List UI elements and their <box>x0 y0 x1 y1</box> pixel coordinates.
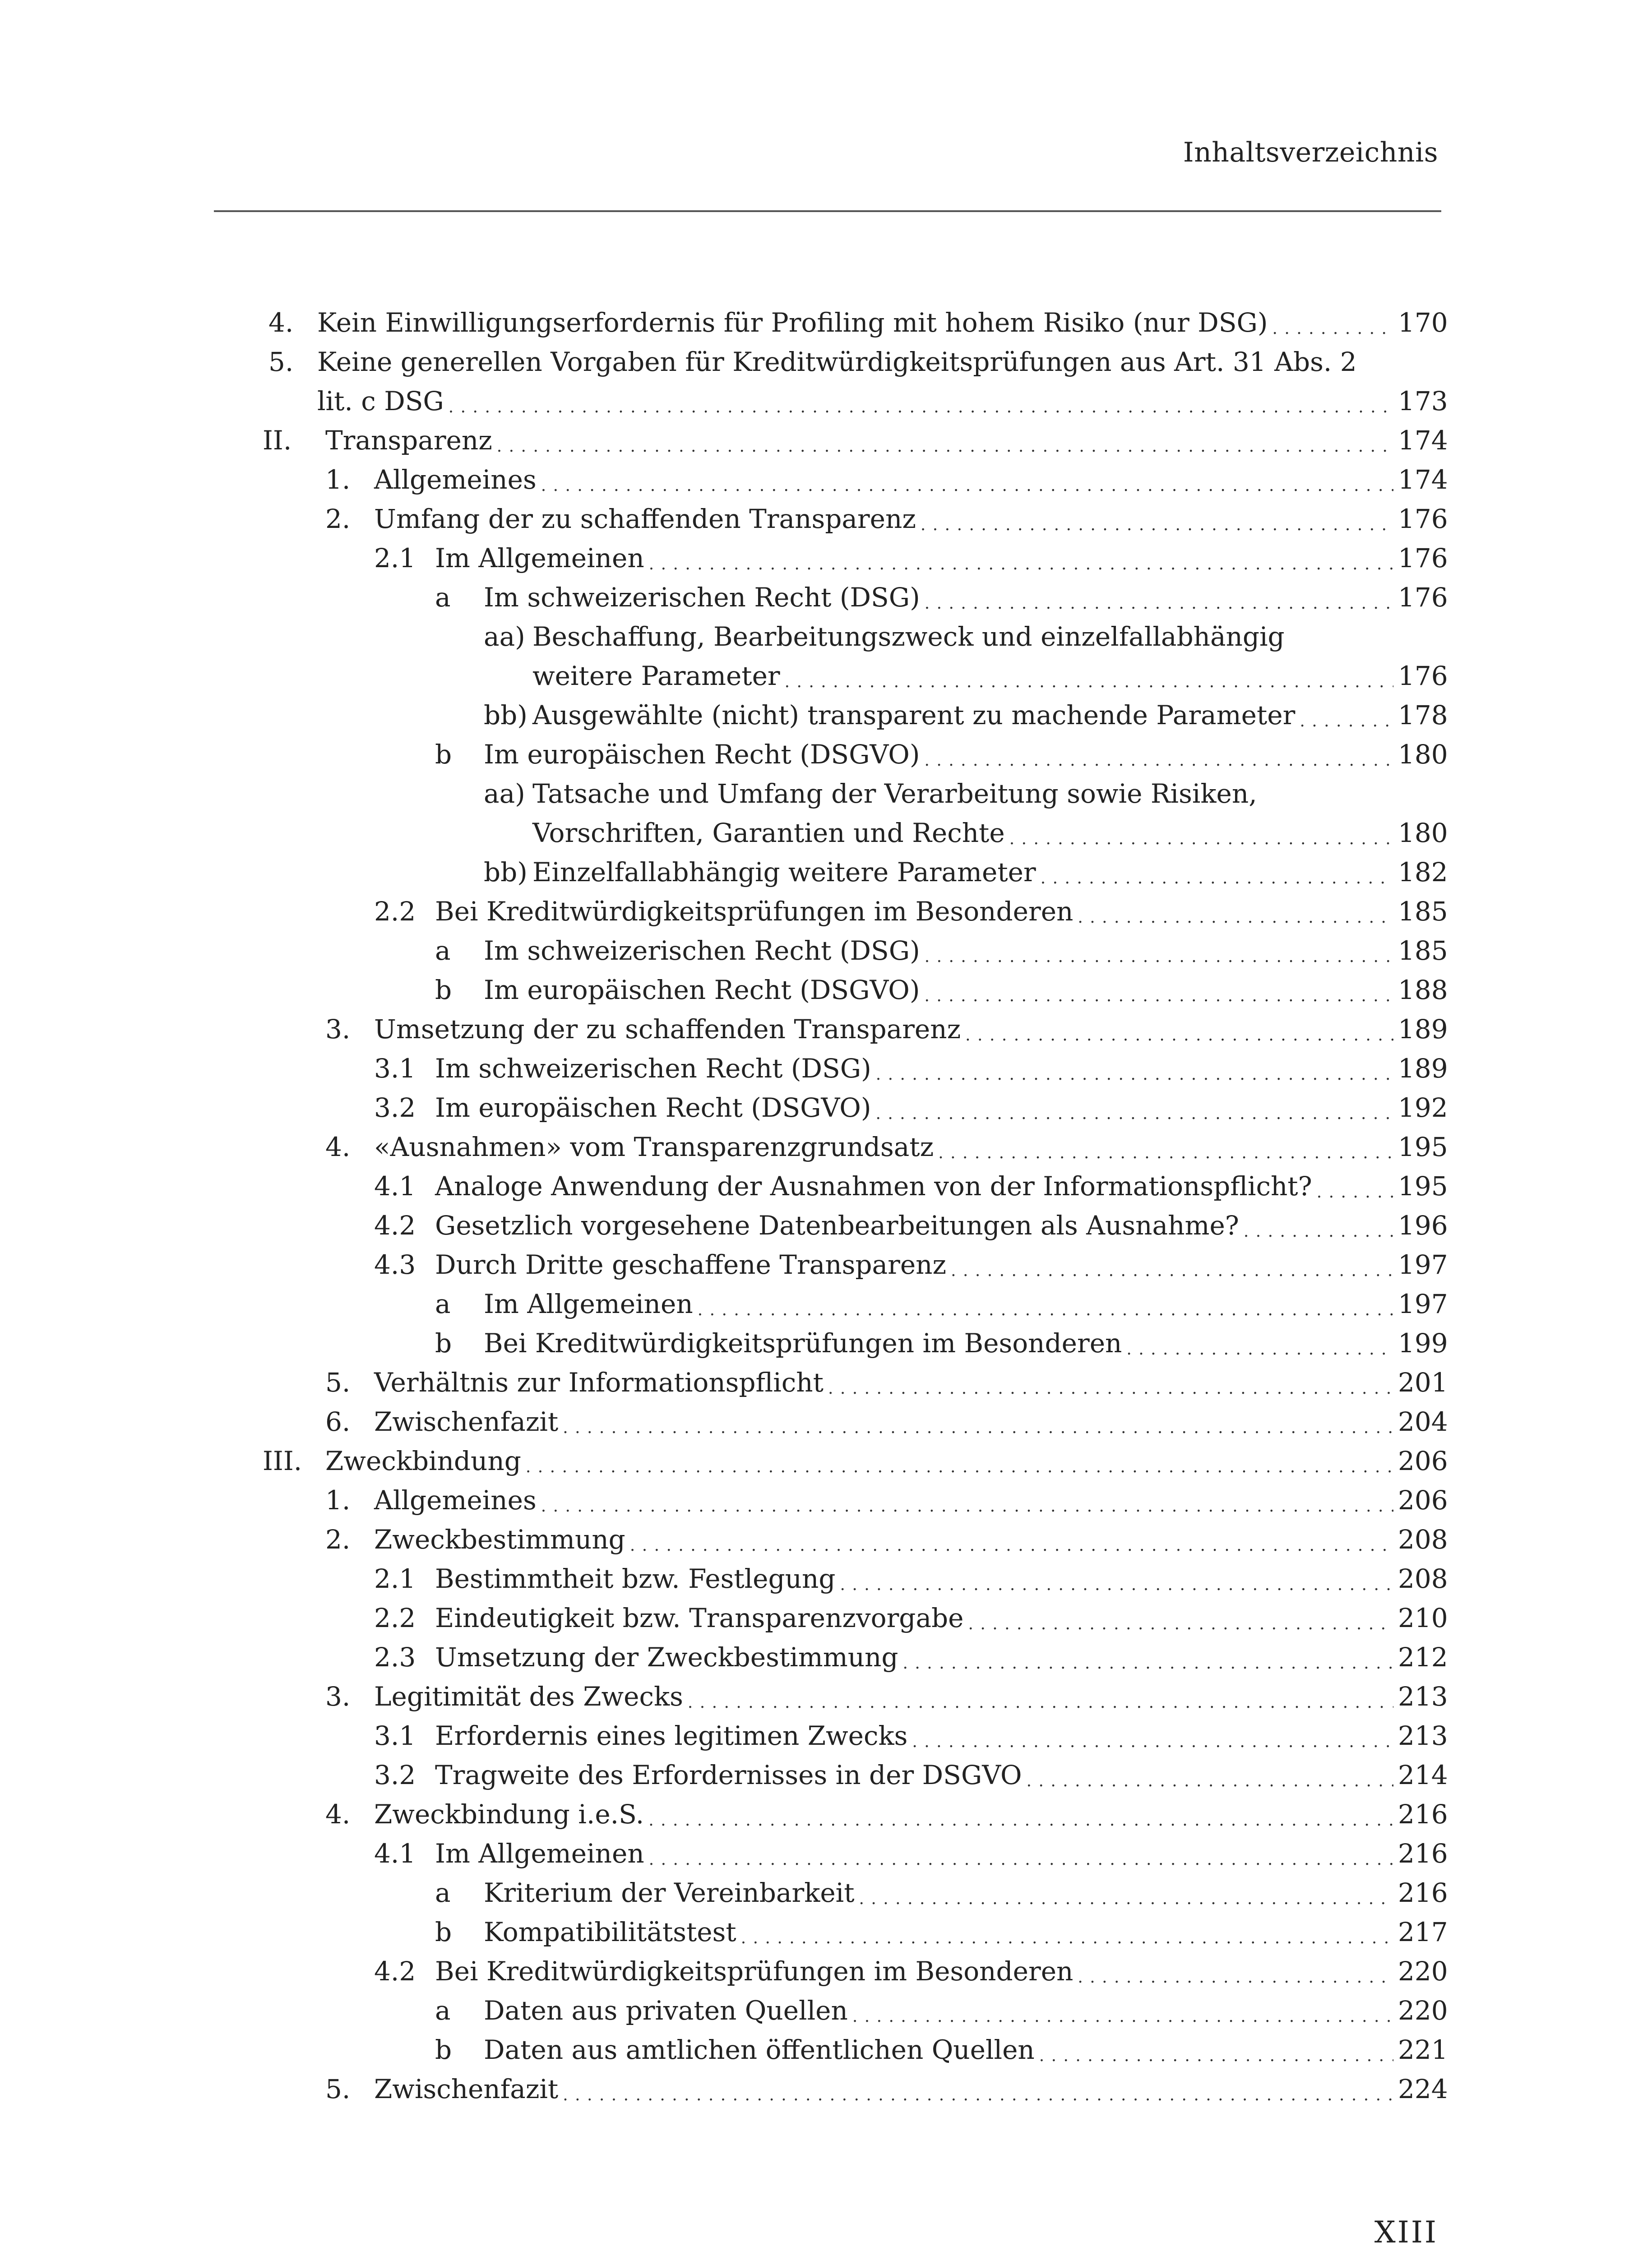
toc-entry-page: 204 <box>1398 1406 1448 1437</box>
toc-entry-number: aa) <box>484 778 525 809</box>
toc-entry <box>214 1952 1448 1991</box>
toc-entry-number: a <box>435 1995 451 2026</box>
toc-leader <box>925 590 1393 617</box>
toc-entry-title: Im Allgemeinen <box>435 1838 644 1869</box>
toc-entry <box>214 1873 1448 1913</box>
toc-entry-number: 3.1 <box>374 1053 416 1084</box>
running-header-title: Inhaltsverzeichnis <box>1183 137 1438 168</box>
toc-entry-title: Im europäischen Recht (DSGVO) <box>435 1092 871 1123</box>
toc-entry-title: Einzelfallabhängig weitere Parameter <box>532 857 1036 888</box>
toc-entry-page: 201 <box>1398 1367 1448 1398</box>
toc-entry-number: 4.2 <box>374 1210 416 1241</box>
toc-entry-page: 214 <box>1398 1760 1448 1790</box>
toc-entry-number: 5. <box>325 1367 351 1398</box>
toc-entry-number: 2. <box>325 1524 351 1555</box>
toc-leader <box>1126 1336 1393 1363</box>
toc-entry-title: «Ausnahmen» vom Transparenzgrundsatz <box>374 1132 934 1162</box>
toc-leader <box>1272 315 1393 342</box>
toc-entry-number: b <box>435 739 452 770</box>
toc-entry-number: 3.1 <box>374 1720 416 1751</box>
toc-leader <box>1244 1218 1393 1245</box>
toc-entry-title: Umsetzung der Zweckbestimmung <box>435 1642 898 1673</box>
toc-entry-page: 195 <box>1398 1171 1448 1202</box>
toc-leader <box>526 1454 1393 1481</box>
toc-entry <box>214 1716 1448 1756</box>
toc-entry <box>214 1834 1448 1873</box>
toc-leader <box>828 1375 1393 1402</box>
toc-entry <box>214 1991 1448 2030</box>
toc-entry-page: 208 <box>1398 1563 1448 1594</box>
toc-entry <box>214 499 1448 539</box>
toc-entry-title: Legitimität des Zwecks <box>374 1681 683 1712</box>
toc-entry-number: b <box>435 975 452 1005</box>
toc-entry-title: Zweckbestimmung <box>374 1524 625 1555</box>
toc-entry <box>214 1402 1448 1442</box>
toc-entry-title: Zwischenfazit <box>374 1406 559 1437</box>
toc-entry-number: 2.2 <box>374 896 416 927</box>
toc-entry-page: 170 <box>1398 307 1448 338</box>
toc-entry <box>214 1599 1448 1638</box>
toc-entry-number: 6. <box>325 1406 351 1437</box>
toc-entry-page: 206 <box>1398 1485 1448 1516</box>
toc-entry <box>214 1795 1448 1834</box>
toc-entry-number: bb) <box>484 857 528 888</box>
toc-entry <box>214 853 1448 892</box>
toc-leader <box>875 1100 1393 1128</box>
toc-entry <box>214 1756 1448 1795</box>
toc-entry-number: 2.3 <box>374 1642 416 1673</box>
toc-entry-number: 4. <box>325 1799 351 1830</box>
toc-entry-number: 3. <box>325 1681 351 1712</box>
toc-entry-title: Verhältnis zur Informationspflicht <box>374 1367 824 1398</box>
toc-entry-page: 180 <box>1398 739 1448 770</box>
toc-entry-page: 180 <box>1398 818 1448 848</box>
toc-entry-page: 220 <box>1398 1956 1448 1987</box>
toc-entry <box>214 1088 1448 1128</box>
toc-entry <box>214 1559 1448 1599</box>
toc-leader <box>741 1925 1393 1952</box>
toc-leader <box>876 1061 1393 1088</box>
toc-entry-number: 3.2 <box>374 1092 416 1123</box>
toc-leader <box>497 433 1393 460</box>
toc-leader <box>563 2082 1393 2109</box>
toc-entry-title: Im europäischen Recht (DSGVO) <box>484 739 920 770</box>
toc-entry-title: Zwischenfazit <box>374 2074 559 2104</box>
toc-entry-title: Zweckbindung i.e.S. <box>374 1799 644 1830</box>
toc-entry <box>214 2030 1448 2070</box>
toc-entry-number: 4.2 <box>374 1956 416 1987</box>
toc-entry-number: 4.1 <box>374 1171 416 1202</box>
toc-leader <box>925 943 1393 971</box>
toc-leader <box>1027 1768 1393 1795</box>
toc-entry-number: 3. <box>325 1014 351 1045</box>
toc-entry-page: 185 <box>1398 896 1448 927</box>
toc-leader <box>541 1493 1393 1520</box>
toc-entry <box>214 1442 1448 1481</box>
toc-leader <box>859 1886 1393 1913</box>
toc-leader <box>965 1022 1393 1049</box>
toc-entry-page: 178 <box>1398 700 1448 730</box>
toc-entry-number: bb) <box>484 700 528 730</box>
toc-entry <box>214 1128 1448 1167</box>
toc-entry-title: Bestimmtheit bzw. Festlegung <box>435 1563 836 1594</box>
toc-entry-page: 210 <box>1398 1603 1448 1633</box>
toc-entry-title: Im Allgemeinen <box>484 1289 693 1319</box>
toc-entry-title: Bei Kreditwürdigkeitsprüfungen im Besonderen <box>435 896 1074 927</box>
toc-entry-page: 216 <box>1398 1838 1448 1869</box>
toc-entry-page: 176 <box>1398 582 1448 613</box>
toc-entry-page: 221 <box>1398 2034 1448 2065</box>
toc-entry-title: Durch Dritte geschaffene Transparenz <box>435 1249 947 1280</box>
toc-entry-number: III. <box>263 1446 302 1476</box>
toc-entry-page: 176 <box>1398 661 1448 691</box>
toc-entry-number: a <box>435 1877 451 1908</box>
toc-leader <box>1317 1179 1393 1206</box>
toc-entry-page: 189 <box>1398 1053 1448 1084</box>
toc-entry-title: Erfordernis eines legitimen Zwecks <box>435 1720 908 1751</box>
toc-entry-title: Kriterium der Vereinbarkeit <box>484 1877 855 1908</box>
toc-entry-page: 217 <box>1398 1917 1448 1947</box>
toc-entry <box>214 1049 1448 1088</box>
toc-entry-title: Umfang der zu schaffenden Transparenz <box>374 504 916 534</box>
toc-entry-page: 208 <box>1398 1524 1448 1555</box>
toc-entry-title: Bei Kreditwürdigkeitsprüfungen im Besonderen <box>484 1328 1122 1359</box>
toc-leader <box>852 2003 1393 2030</box>
toc-entry <box>214 1481 1448 1520</box>
toc-entry <box>214 342 1448 421</box>
toc-entry-title: Allgemeines <box>374 1485 537 1516</box>
toc-entry <box>214 1285 1448 1324</box>
toc-leader <box>968 1611 1393 1638</box>
toc-entry-title: Im schweizerischen Recht (DSG) <box>484 935 920 966</box>
toc-entry-number: aa) <box>484 621 525 652</box>
toc-entry-page: 195 <box>1398 1132 1448 1162</box>
toc-entry <box>214 1363 1448 1402</box>
toc-entry-page: 192 <box>1398 1092 1448 1123</box>
toc-entry-title: Im schweizerischen Recht (DSG) <box>435 1053 871 1084</box>
toc-leader <box>630 1532 1393 1559</box>
toc-entry-page: 174 <box>1398 425 1448 456</box>
toc-entry-title-line1: Tatsache und Umfang der Verarbeitung sowie Risiken, <box>532 778 1257 809</box>
toc-entry-number: 4. <box>268 307 294 338</box>
toc-entry <box>214 617 1448 696</box>
toc-entry <box>214 931 1448 971</box>
toc-entry <box>214 971 1448 1010</box>
toc-entry-title: Daten aus privaten Quellen <box>484 1995 848 2026</box>
toc-entry <box>214 2070 1448 2109</box>
toc-entry <box>214 1638 1448 1677</box>
toc-entry <box>214 892 1448 931</box>
toc-leader <box>903 1650 1393 1677</box>
toc-entry-page: 174 <box>1398 464 1448 495</box>
toc-entry-page: 216 <box>1398 1799 1448 1830</box>
toc-leader <box>563 1415 1393 1442</box>
table-of-contents <box>214 303 1448 2109</box>
toc-leader <box>1039 2043 1393 2070</box>
toc-entry-title: Eindeutigkeit bzw. Transparenzvorgabe <box>435 1603 964 1633</box>
toc-entry-number: 1. <box>325 464 351 495</box>
toc-entry-title-line2: lit. c DSG <box>317 386 444 416</box>
toc-entry-page: 197 <box>1398 1289 1448 1319</box>
toc-entry <box>214 1520 1448 1559</box>
toc-entry-number: 2. <box>325 504 351 534</box>
toc-leader <box>1300 708 1393 735</box>
toc-entry <box>214 578 1448 617</box>
toc-entry-page: 220 <box>1398 1995 1448 2026</box>
toc-entry <box>214 1245 1448 1285</box>
toc-leader <box>648 1807 1393 1834</box>
toc-entry-page: 212 <box>1398 1642 1448 1673</box>
toc-entry-title: Kompatibilitätstest <box>484 1917 736 1947</box>
toc-entry <box>214 1324 1448 1363</box>
toc-entry-title: Analoge Anwendung der Ausnahmen von der Informationspflicht? <box>435 1171 1312 1202</box>
toc-entry-number: b <box>435 2034 452 2065</box>
toc-entry-title: Transparenz <box>325 425 492 456</box>
toc-entry <box>214 774 1448 853</box>
toc-leader <box>1078 904 1393 931</box>
toc-entry-number: 4.1 <box>374 1838 416 1869</box>
toc-leader <box>785 669 1393 696</box>
toc-entry <box>214 421 1448 460</box>
toc-entry-title-line2: weitere Parameter <box>532 661 780 691</box>
toc-leader <box>938 1140 1393 1167</box>
toc-entry-number: 5. <box>325 2074 351 2104</box>
toc-entry <box>214 1167 1448 1206</box>
toc-entry-title: Daten aus amtlichen öffentlichen Quellen <box>484 2034 1035 2065</box>
toc-entry-title-line1: Beschaffung, Bearbeitungszweck und einzelfallabhängig <box>532 621 1285 652</box>
toc-entry-page: 206 <box>1398 1446 1448 1476</box>
toc-entry <box>214 303 1448 342</box>
toc-entry-number: a <box>435 935 451 966</box>
toc-entry <box>214 1010 1448 1049</box>
toc-leader <box>840 1572 1393 1599</box>
toc-entry-number: 1. <box>325 1485 351 1516</box>
toc-entry-number: 2.2 <box>374 1603 416 1633</box>
toc-leader <box>1078 1964 1393 1991</box>
toc-leader <box>924 983 1393 1010</box>
toc-leader <box>541 472 1393 499</box>
toc-leader <box>449 394 1393 421</box>
toc-leader <box>924 747 1393 774</box>
toc-entry-number: II. <box>263 425 292 456</box>
toc-entry-title-line1: Keine generellen Vorgaben für Kreditwürdigkeitsprüfungen aus Art. 31 Abs. 2 <box>317 347 1357 377</box>
toc-leader <box>1041 865 1393 892</box>
toc-entry-page: 182 <box>1398 857 1448 888</box>
toc-entry <box>214 539 1448 578</box>
toc-entry-number: 2.1 <box>374 543 416 573</box>
toc-entry-title: Gesetzlich vorgesehene Datenbearbeitungen als Ausnahme? <box>435 1210 1239 1241</box>
toc-entry-page: 197 <box>1398 1249 1448 1280</box>
toc-entry-page: 196 <box>1398 1210 1448 1241</box>
toc-entry <box>214 696 1448 735</box>
toc-entry-page: 185 <box>1398 935 1448 966</box>
toc-entry <box>214 1913 1448 1952</box>
toc-entry-number: a <box>435 1289 451 1319</box>
toc-entry-page: 189 <box>1398 1014 1448 1045</box>
toc-entry-title: Tragweite des Erfordernisses in der DSGVO <box>435 1760 1022 1790</box>
toc-entry-number: b <box>435 1328 452 1359</box>
toc-entry-title: Im schweizerischen Recht (DSG) <box>484 582 920 613</box>
toc-entry-number: a <box>435 582 451 613</box>
toc-entry-title: Umsetzung der zu schaffenden Transparenz <box>374 1014 961 1045</box>
toc-entry-title: Bei Kreditwürdigkeitsprüfungen im Besonderen <box>435 1956 1074 1987</box>
toc-leader <box>912 1729 1393 1756</box>
toc-entry-page: 176 <box>1398 504 1448 534</box>
toc-leader <box>951 1257 1393 1285</box>
toc-entry-title: Ausgewählte (nicht) transparent zu machende Parameter <box>532 700 1296 730</box>
toc-entry <box>214 735 1448 774</box>
toc-entry-title-line2: Vorschriften, Garantien und Rechte <box>532 818 1005 848</box>
toc-entry-number: 4. <box>325 1132 351 1162</box>
toc-entry-page: 188 <box>1398 975 1448 1005</box>
page-number: XIII <box>1374 2215 1438 2250</box>
toc-entry-page: 213 <box>1398 1720 1448 1751</box>
toc-entry-page: 224 <box>1398 2074 1448 2104</box>
toc-entry-number: 5. <box>268 347 294 377</box>
toc-leader <box>649 551 1393 578</box>
toc-entry-page: 199 <box>1398 1328 1448 1359</box>
toc-entry-number: b <box>435 1917 452 1947</box>
toc-entry-title: Allgemeines <box>374 464 537 495</box>
toc-entry-page: 173 <box>1398 386 1448 416</box>
toc-leader <box>688 1689 1393 1716</box>
toc-entry <box>214 460 1448 499</box>
toc-entry-number: 2.1 <box>374 1563 416 1594</box>
toc-entry-title: Zweckbindung <box>325 1446 521 1476</box>
toc-entry <box>214 1206 1448 1245</box>
toc-entry-title: Im europäischen Recht (DSGVO) <box>484 975 920 1005</box>
toc-entry-number: 4.3 <box>374 1249 416 1280</box>
toc-entry-page: 213 <box>1398 1681 1448 1712</box>
toc-entry <box>214 1677 1448 1716</box>
toc-leader <box>1009 826 1393 853</box>
toc-entry-page: 216 <box>1398 1877 1448 1908</box>
toc-leader <box>921 512 1393 539</box>
toc-leader <box>698 1297 1393 1324</box>
header-rule <box>214 210 1441 212</box>
toc-entry-number: 3.2 <box>374 1760 416 1790</box>
toc-entry-title: Im Allgemeinen <box>435 543 644 573</box>
toc-leader <box>649 1846 1393 1873</box>
toc-entry-page: 176 <box>1398 543 1448 573</box>
toc-entry-title: Kein Einwilligungserfordernis für Profiling mit hohem Risiko (nur DSG) <box>317 307 1268 338</box>
